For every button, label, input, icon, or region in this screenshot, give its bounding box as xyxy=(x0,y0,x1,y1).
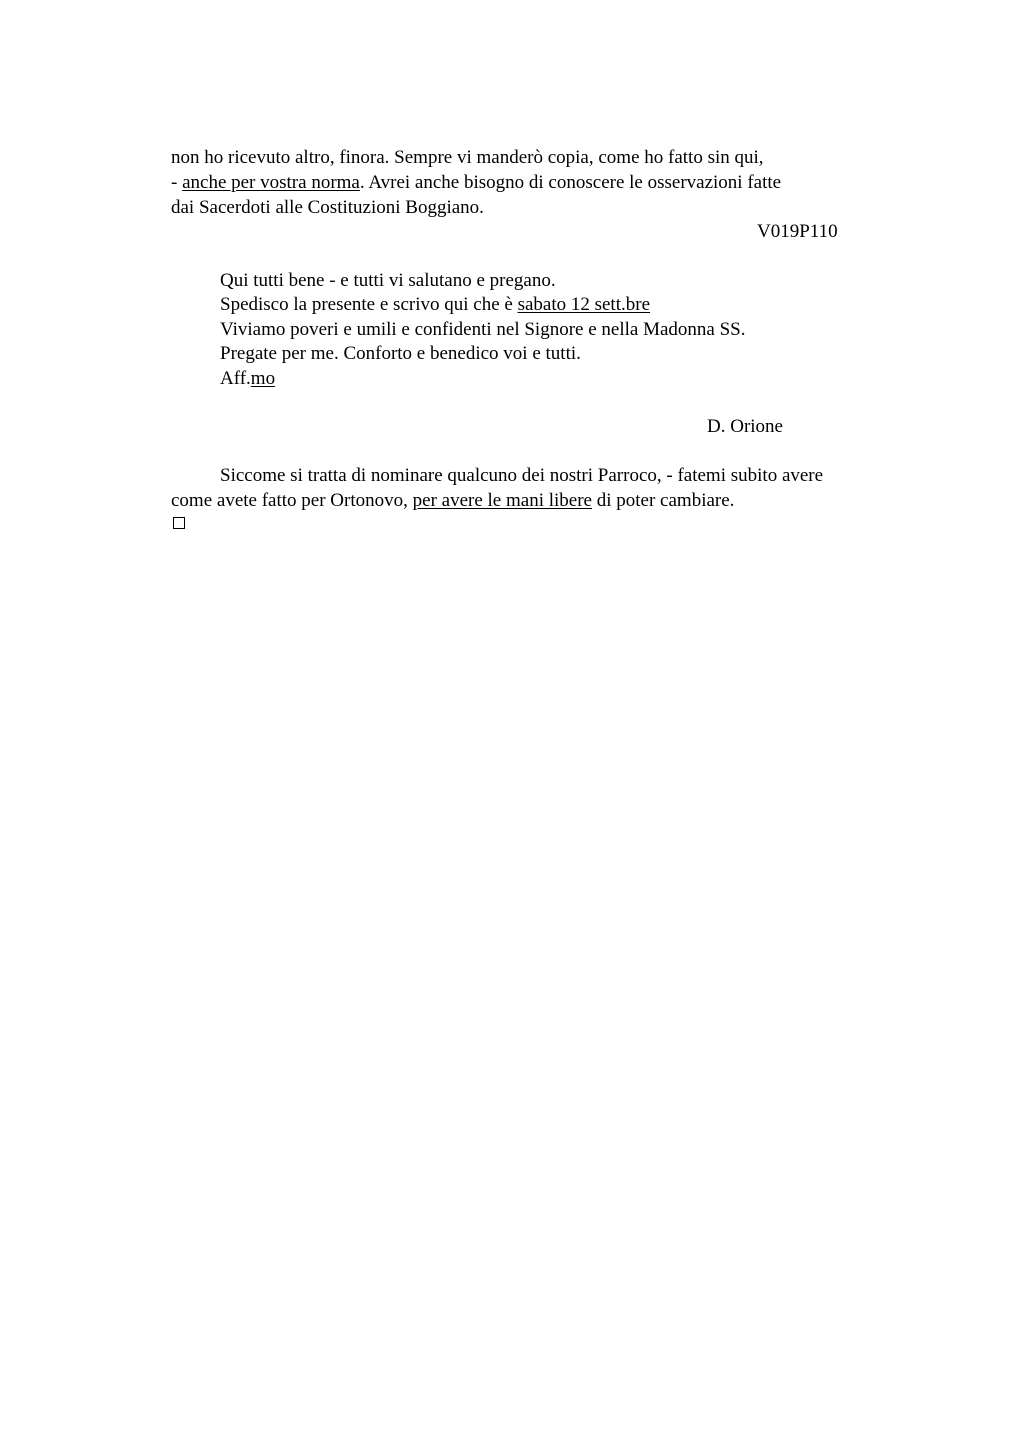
text-span: Spedisco la presente e scrivo qui che è xyxy=(220,294,518,315)
text-span: - xyxy=(171,172,183,193)
text-span: Aff. xyxy=(220,368,251,389)
text-line xyxy=(171,171,781,195)
text-line xyxy=(220,464,823,488)
underlined-text: sabato 12 sett.bre xyxy=(517,294,650,315)
underlined-text: mo xyxy=(250,368,276,389)
text-line xyxy=(171,196,484,220)
text-span: Pregate per me. Conforto e benedico voi e tutti. xyxy=(220,343,581,364)
text-line xyxy=(220,342,581,366)
text-span: non ho ricevuto altro, finora. Sempre vi manderò copia, come ho fatto sin qui, xyxy=(171,147,764,168)
text-line xyxy=(220,318,745,342)
signature xyxy=(707,415,783,439)
text-line xyxy=(220,269,556,293)
underlined-text: per avere le mani libere xyxy=(412,490,592,511)
text-span: Siccome si tratta di nominare qualcuno dei nostri Parroco, - fatemi subito avere xyxy=(220,465,824,486)
text-line xyxy=(220,367,275,391)
signature-text: D. Orione xyxy=(707,416,783,437)
underlined-text: anche per vostra norma xyxy=(182,172,360,193)
text-span: . Avrei anche bisogno di conoscere le osservazioni fatte xyxy=(359,172,782,193)
text-span: dai Sacerdoti alle Costituzioni Boggiano. xyxy=(171,197,484,218)
text-span: Qui tutti bene - e tutti vi salutano e pregano. xyxy=(220,270,556,291)
text-line xyxy=(171,489,734,513)
text-span: come avete fatto per Ortonovo, xyxy=(171,490,413,511)
page-reference xyxy=(757,220,838,244)
text-line xyxy=(171,146,764,170)
empty-square-icon xyxy=(173,517,185,529)
text-span: di poter cambiare. xyxy=(591,490,735,511)
page-reference-text: V019P110 xyxy=(757,221,838,242)
text-line xyxy=(220,293,650,317)
text-span: Viviamo poveri e umili e confidenti nel Signore e nella Madonna SS. xyxy=(220,319,746,340)
